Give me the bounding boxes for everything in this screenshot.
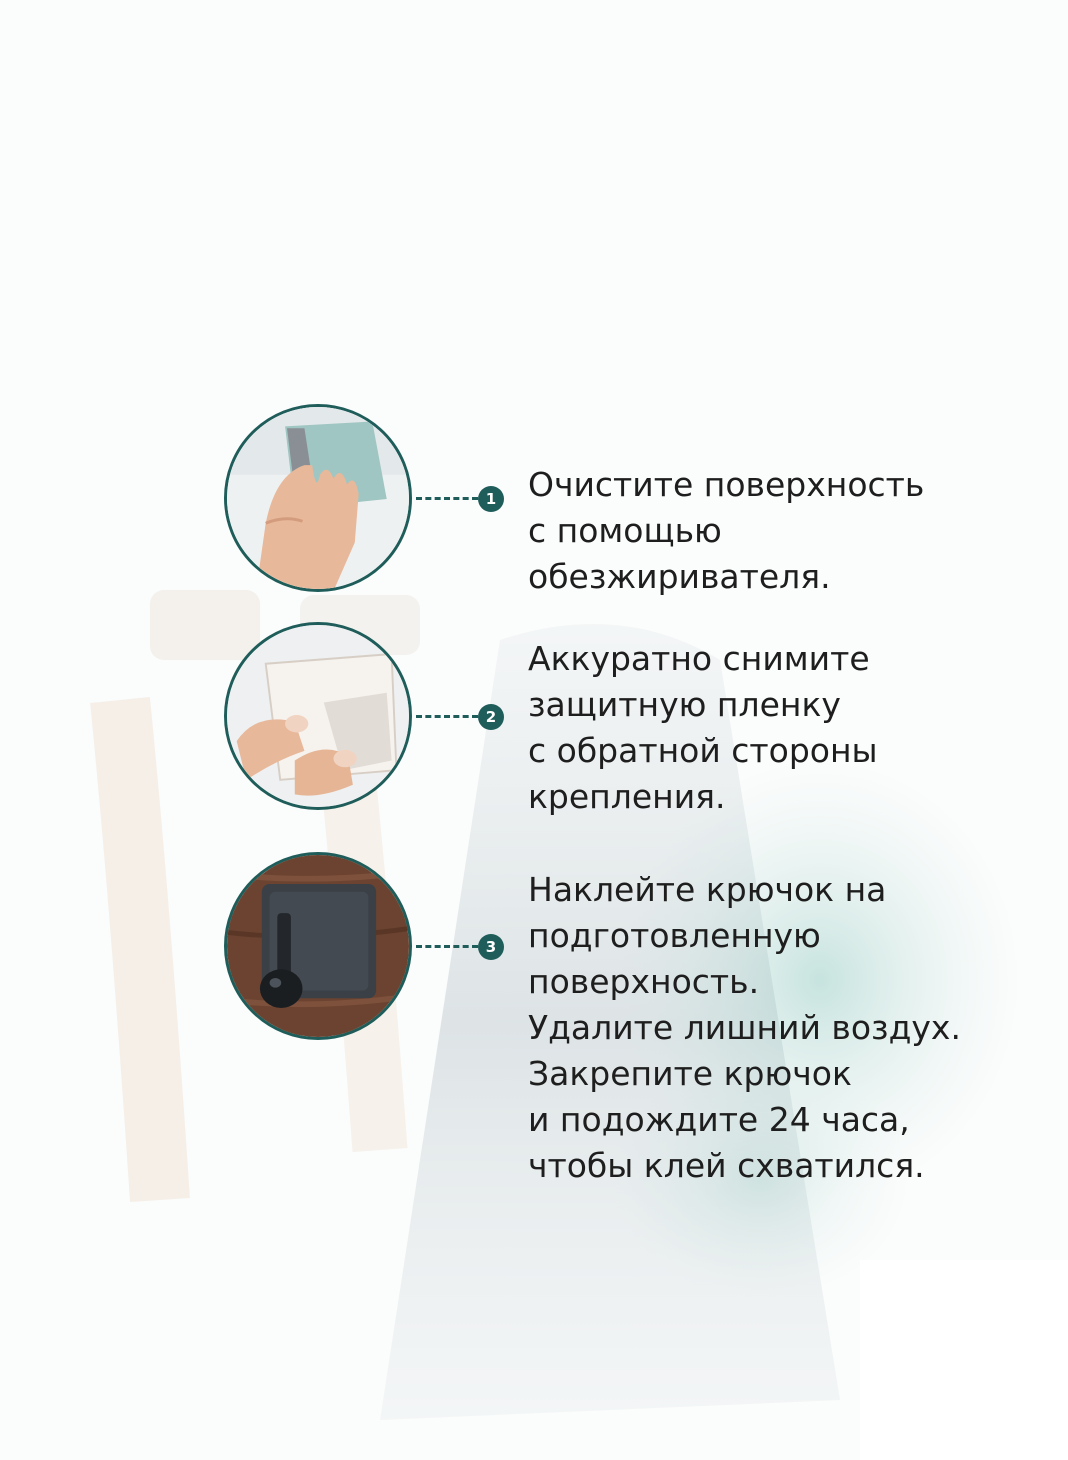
step-2-text (528, 636, 878, 820)
step-2-line: защитную пленку (528, 685, 841, 724)
step-1-connector (416, 497, 478, 500)
step-3-illustration (224, 852, 412, 1040)
step-3-line: поверхность. (528, 962, 760, 1001)
hook-on-wood-icon (227, 855, 409, 1037)
step-3-line: Удалите лишний воздух. (528, 1008, 961, 1047)
step-2-line: Аккуратно снимите (528, 639, 870, 678)
step-3-line: чтобы клей схватился. (528, 1146, 925, 1185)
step-3-connector (416, 945, 478, 948)
step-2-illustration (224, 622, 412, 810)
hand-wiping-surface-icon (227, 407, 409, 589)
step-3-line: и подождите 24 часа, (528, 1100, 910, 1139)
step-1-line: Очистите поверхность (528, 465, 925, 504)
step-2-number: 2 (478, 704, 504, 730)
step-2-line: крепления. (528, 777, 726, 816)
peeling-protective-film-icon (227, 625, 409, 807)
step-1-text (528, 462, 924, 600)
step-1-number: 1 (478, 486, 504, 512)
step-2-connector (416, 715, 478, 718)
step-3-line: Закрепите крючок (528, 1054, 852, 1093)
step-1-illustration (224, 404, 412, 592)
step-3-number: 3 (478, 934, 504, 960)
step-1-line: с помощью (528, 511, 722, 550)
step-3-line: Наклейте крючок на (528, 870, 887, 909)
step-3-text (528, 867, 961, 1189)
step-2-line: с обратной стороны (528, 731, 878, 770)
step-3-line: подготовленную (528, 916, 821, 955)
step-1-line: обезжиривателя. (528, 557, 831, 596)
